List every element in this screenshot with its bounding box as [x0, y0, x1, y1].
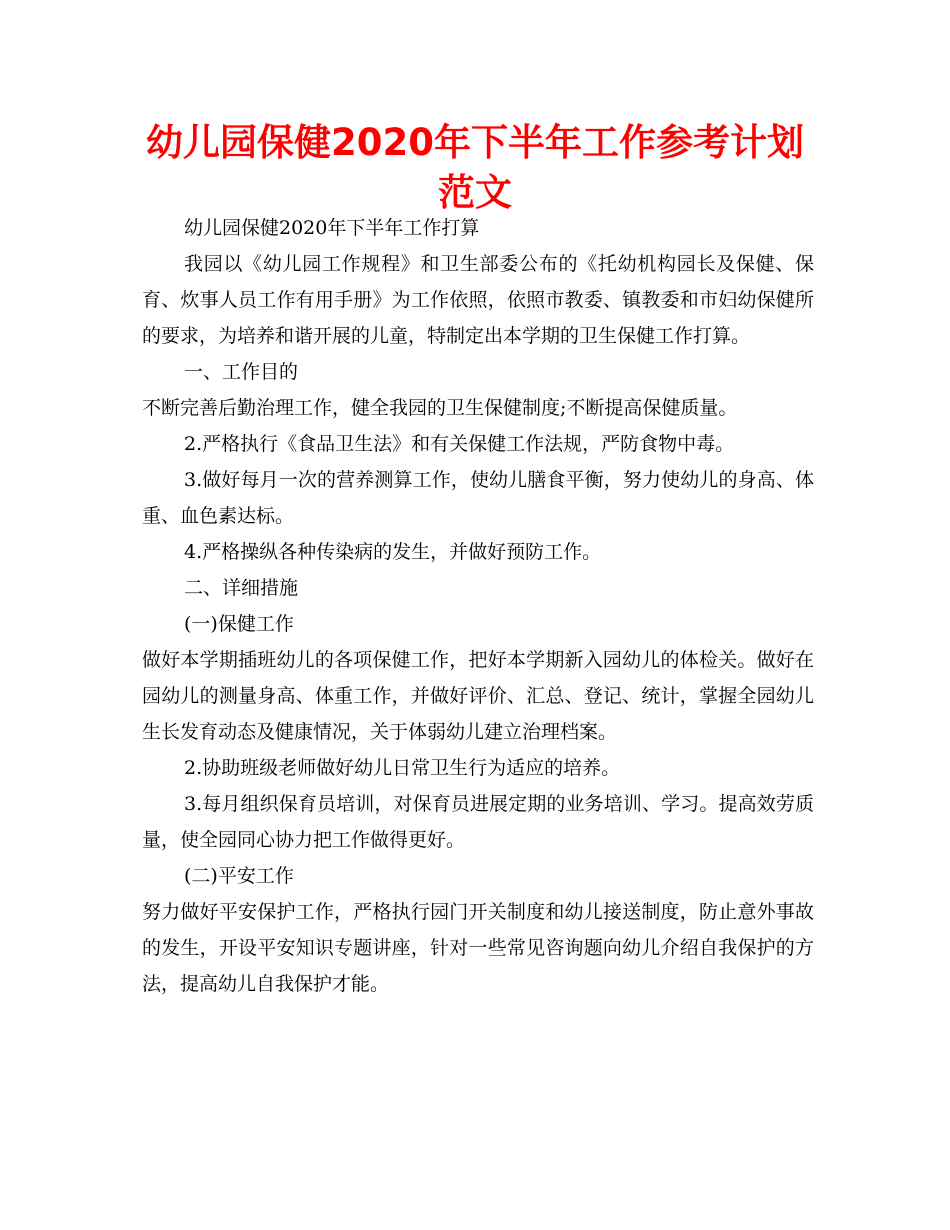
- document-body: [142, 210, 814, 1002]
- paragraph-goal-3: 3.做好每月一次的营养测算工作，使幼儿膳食平衡，努力使幼儿的身高、体重、血色素达标。: [142, 469, 814, 527]
- paragraph-health-3: 3.每月组织保育员培训，对保育员进展定期的业务培训、学习。提高效劳质量，使全园同心协力把工作做得更好。: [142, 793, 814, 851]
- paragraph-goal-2: 2.严格执行《食品卫生法》和有关保健工作法规，严防食物中毒。: [184, 433, 735, 455]
- paragraph-goal-4: 4.严格操纵各种传染病的发生，并做好预防工作。: [184, 541, 602, 563]
- paragraph-health-1: 做好本学期插班幼儿的各项保健工作，把好本学期新入园幼儿的体检关。做好在园幼儿的测量身高、体重工作，并做好评价、汇总、登记、统计，掌握全园幼儿生长发育动态及健康情况，关于体弱幼儿建立治理档案。: [142, 649, 814, 743]
- paragraph-2: 我园以《幼儿园工作规程》和卫生部委公布的《托幼机构园长及保健、保育、炊事人员工作有用手册》为工作依照，依照市教委、镇教委和市妇幼保健所的要求，为培养和谐开展的儿童，特制定出本学期的卫生保健工作打算。: [142, 253, 814, 347]
- document-title: 幼儿园保健2020年下半年工作参考计划范文: [146, 121, 804, 214]
- subsection-heading-safety: (二)平安工作: [184, 865, 294, 887]
- section-heading-measures: 二、详细措施: [184, 577, 299, 599]
- paragraph-1: 幼儿园保健2020年下半年工作打算: [184, 217, 480, 239]
- paragraph-goal-1: 不断完善后勤治理工作，健全我园的卫生保健制度;不断提高保健质量。: [142, 397, 738, 419]
- paragraph-health-2: 2.协助班级老师做好幼儿日常卫生行为适应的培养。: [184, 757, 621, 779]
- subsection-heading-health: (一)保健工作: [184, 613, 294, 635]
- paragraph-safety-1: 努力做好平安保护工作，严格执行园门开关制度和幼儿接送制度，防止意外事故的发生，开设平安知识专题讲座，针对一些常见咨询题向幼儿介绍自我保护的方法，提高幼儿自我保护才能。: [142, 901, 814, 995]
- section-heading-goals: 一、工作目的: [184, 361, 299, 383]
